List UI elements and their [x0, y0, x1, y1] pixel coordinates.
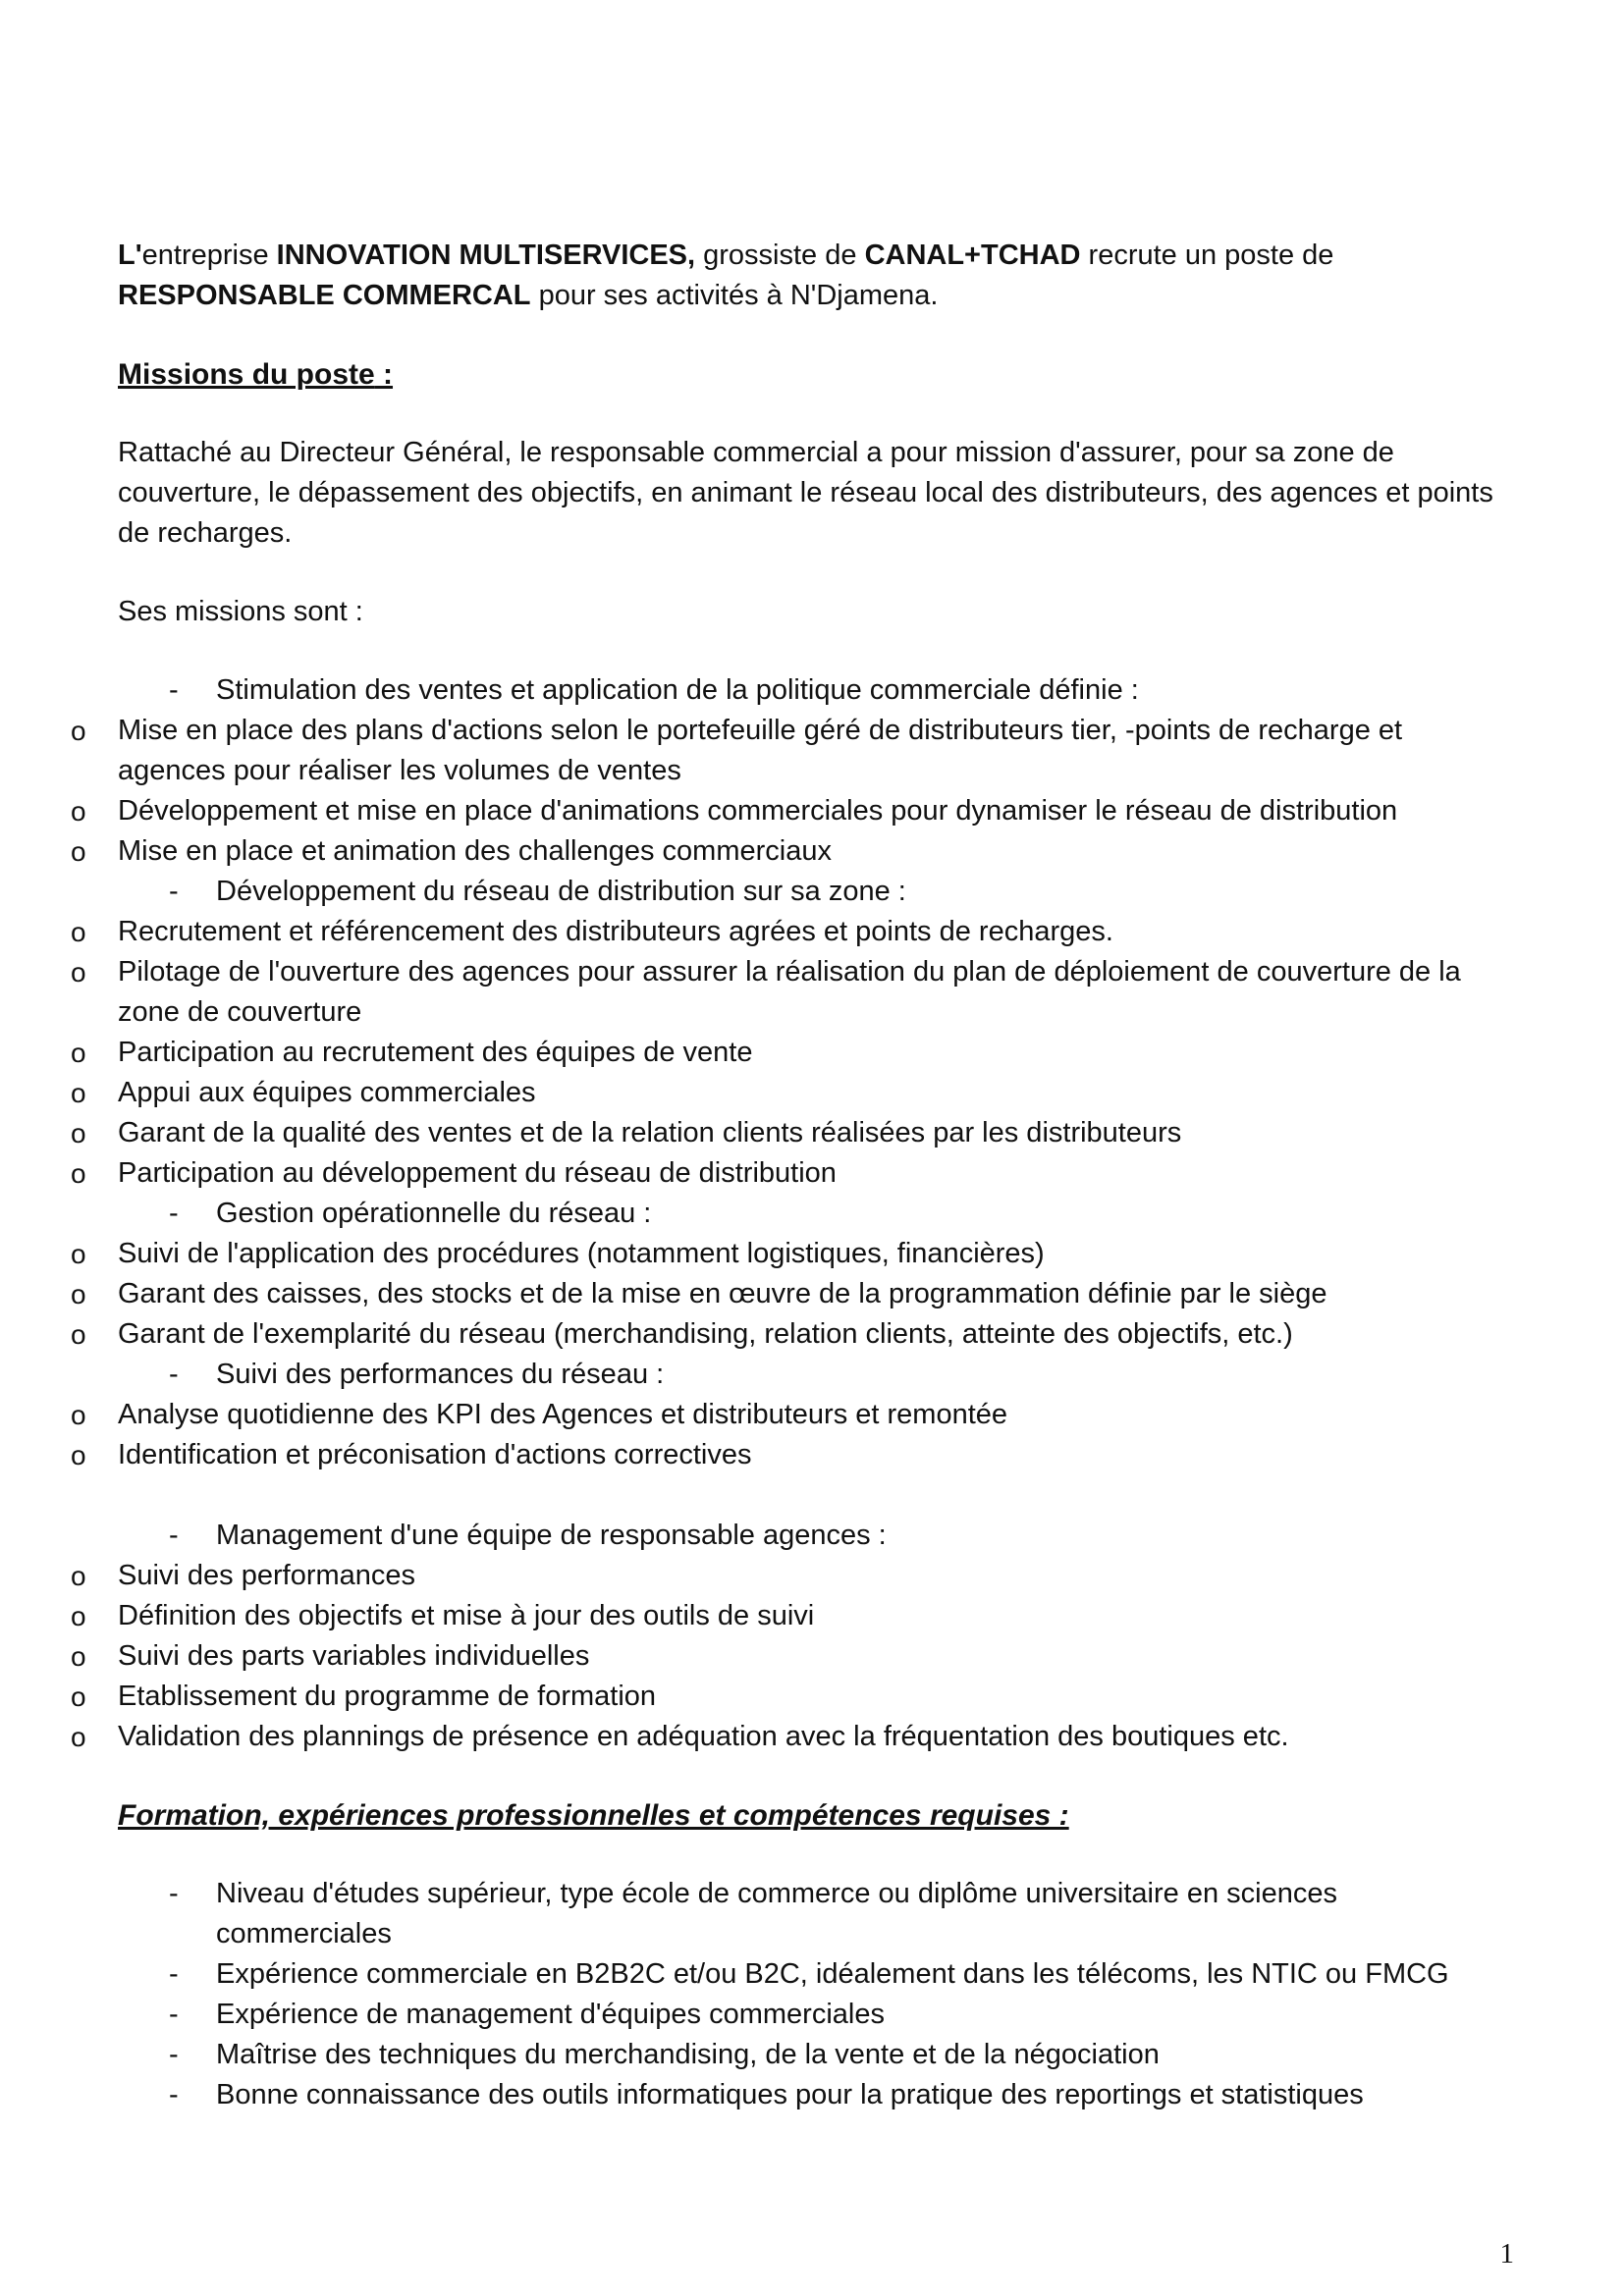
requirement-text: Maîtrise des techniques du merchandising, de la vente et de la négociation — [216, 2039, 1160, 2070]
mission-sub-item — [20, 1153, 1512, 1194]
dash-bullet: - — [169, 1878, 179, 1909]
circle-bullet: o — [71, 1279, 86, 1309]
circle-bullet: o — [71, 796, 86, 827]
intro-pre2: entreprise — [141, 240, 277, 271]
mission-sub-item — [20, 711, 1512, 791]
mission-group-title: Développement du réseau de distribution sur sa zone : — [216, 876, 906, 907]
mission-group — [118, 1194, 1512, 1234]
mission-sub-item-text: Identification et préconisation d'actions correctives — [118, 1439, 752, 1470]
requirement-text: Expérience de management d'équipes commerciales — [216, 1999, 885, 2030]
missions-heading-suffix: : — [374, 358, 394, 391]
circle-bullet: o — [71, 836, 86, 867]
requirement-item — [118, 1954, 1512, 1995]
missions-dash-list — [71, 670, 1512, 1757]
intro-paragraph — [118, 236, 1512, 316]
mission-sub-item-text: Recrutement et référencement des distributeurs agrées et points de recharges. — [118, 916, 1113, 947]
requirement-text: Niveau d'études supérieur, type école de commerce ou diplôme universitaire en sciences commerciales — [216, 1878, 1337, 1949]
mission-sub-item — [20, 1033, 1512, 1073]
missions-paragraph: Rattaché au Directeur Général, le responsable commercial a pour mission d'assurer, pour sa zone de couverture, le dépassement des objectifs, en animant le réseau local des distributeurs, des agences et points de recharges. — [118, 437, 1493, 549]
circle-bullet: o — [71, 957, 86, 988]
mission-sub-item — [20, 1636, 1512, 1677]
mission-group — [118, 1516, 1512, 1556]
circle-bullet: o — [71, 1561, 86, 1591]
mission-sub-item-text: Suivi des performances — [118, 1560, 416, 1591]
requirements-list — [118, 1874, 1512, 2115]
mission-group-title: Gestion opérationnelle du réseau : — [216, 1198, 652, 1229]
mission-sub-item-text: Garant des caisses, des stocks et de la mise en œuvre de la programmation définie par le siège — [118, 1278, 1327, 1309]
mission-sub-item — [20, 831, 1512, 872]
missions-heading — [118, 354, 1512, 395]
intro-post: pour ses activités à N'Djamena. — [530, 280, 939, 311]
mission-group — [118, 670, 1512, 711]
mission-sub-item-text: Analyse quotidienne des KPI des Agences et distributeurs et remontée — [118, 1399, 1008, 1430]
circle-bullet: o — [71, 1158, 86, 1189]
mission-group — [118, 1355, 1512, 1395]
mission-group — [118, 872, 1512, 912]
requirement-item — [118, 1874, 1512, 1954]
dash-bullet: - — [169, 1359, 179, 1390]
position-title: RESPONSABLE COMMERCAL — [118, 280, 531, 311]
dash-bullet: - — [169, 1198, 179, 1229]
circle-bullet: o — [71, 1118, 86, 1148]
dash-bullet: - — [169, 1520, 179, 1551]
circle-bullet: o — [71, 1400, 86, 1430]
requirement-item — [118, 1995, 1512, 2035]
circle-bullet: o — [71, 1239, 86, 1269]
mission-group-title: Management d'une équipe de responsable agences : — [216, 1520, 887, 1551]
mission-sub-item — [20, 912, 1512, 952]
requirement-item — [118, 2035, 1512, 2075]
missions-list — [71, 670, 1512, 1757]
company-name: INNOVATION MULTISERVICES, — [276, 240, 696, 271]
mission-sub-item — [20, 1274, 1512, 1314]
mission-sub-item-text: Suivi des parts variables individuelles — [118, 1640, 590, 1672]
mission-sub-item-text: Définition des objectifs et mise à jour des outils de suivi — [118, 1600, 815, 1631]
mission-sub-item — [20, 1395, 1512, 1435]
mission-sub-item — [20, 791, 1512, 831]
requirements-heading: Formation, expériences professionnelles et compétences requises : — [118, 1799, 1069, 1832]
circle-bullet: o — [71, 716, 86, 746]
dash-bullet: - — [169, 1999, 179, 2030]
mission-sub-item — [20, 1314, 1512, 1355]
mission-sub-item — [20, 1677, 1512, 1717]
intro-mid2: recrute un poste de — [1080, 240, 1334, 271]
requirements-dash-list — [118, 1874, 1512, 2115]
intro-pre1: L' — [118, 240, 142, 271]
mission-sub-item-text: Mise en place des plans d'actions selon le portefeuille géré de distributeurs tier, -points de recharge et agences pour réaliser les volumes de ventes — [118, 715, 1403, 786]
missions-heading-text: Missions du poste — [118, 358, 375, 391]
mission-sub-item — [20, 1113, 1512, 1153]
mission-sub-item-text: Mise en place et animation des challenges commerciaux — [118, 835, 832, 867]
circle-bullet: o — [71, 1038, 86, 1068]
dash-bullet: - — [169, 674, 179, 706]
mission-sub-item — [20, 1073, 1512, 1113]
mission-sub-item — [20, 952, 1512, 1033]
mission-sub-item-text: Développement et mise en place d'animations commerciales pour dynamiser le réseau de distribution — [118, 795, 1398, 827]
circle-bullet: o — [71, 1641, 86, 1672]
dash-bullet: - — [169, 876, 179, 907]
mission-sub-item — [20, 1556, 1512, 1596]
dash-bullet: - — [169, 2039, 179, 2070]
dash-bullet: - — [169, 2079, 179, 2110]
circle-bullet: o — [71, 1682, 86, 1712]
mission-sub-item — [20, 1435, 1512, 1475]
mission-group-title: Suivi des performances du réseau : — [216, 1359, 665, 1390]
dash-bullet: - — [169, 1958, 179, 1990]
mission-sub-item-text: Participation au recrutement des équipes de vente — [118, 1037, 753, 1068]
list-gap — [118, 1475, 1512, 1516]
mission-sub-item-text: Participation au développement du réseau de distribution — [118, 1157, 837, 1189]
mission-sub-item — [20, 1234, 1512, 1274]
mission-sub-item-text: Validation des plannings de présence en adéquation avec la fréquentation des boutiques etc. — [118, 1721, 1289, 1752]
requirement-text: Bonne connaissance des outils informatiques pour la pratique des reportings et statistiques — [216, 2079, 1364, 2110]
mission-sub-item-text: Appui aux équipes commerciales — [118, 1077, 536, 1108]
mission-sub-item-text: Etablissement du programme de formation — [118, 1681, 657, 1712]
circle-bullet: o — [71, 1319, 86, 1350]
circle-bullet: o — [71, 1722, 86, 1752]
document-page — [71, 236, 1512, 2115]
mission-sub-item-text: Suivi de l'application des procédures (notamment logistiques, financières) — [118, 1238, 1045, 1269]
mission-group-title: Stimulation des ventes et application de la politique commerciale définie : — [216, 674, 1139, 706]
missions-intro-line: Ses missions sont : — [118, 596, 363, 627]
mission-sub-item — [20, 1596, 1512, 1636]
circle-bullet: o — [71, 1601, 86, 1631]
circle-bullet: o — [71, 917, 86, 947]
circle-bullet: o — [71, 1440, 86, 1470]
mission-sub-item-text: Pilotage de l'ouverture des agences pour assurer la réalisation du plan de déploiement de couverture de la zone de couverture — [118, 956, 1461, 1028]
intro-mid1: grossiste de — [695, 240, 865, 271]
mission-sub-item — [20, 1717, 1512, 1757]
mission-sub-item-text: Garant de l'exemplarité du réseau (merchandising, relation clients, atteinte des objectifs, etc.) — [118, 1318, 1293, 1350]
circle-bullet: o — [71, 1078, 86, 1108]
brand-name: CANAL+TCHAD — [864, 240, 1081, 271]
mission-sub-item-text: Garant de la qualité des ventes et de la relation clients réalisées par les distributeurs — [118, 1117, 1182, 1148]
page-number: 1 — [1499, 2238, 1514, 2269]
requirement-text: Expérience commerciale en B2B2C et/ou B2C, idéalement dans les télécoms, les NTIC ou FMCG — [216, 1958, 1449, 1990]
requirement-item — [118, 2075, 1512, 2115]
